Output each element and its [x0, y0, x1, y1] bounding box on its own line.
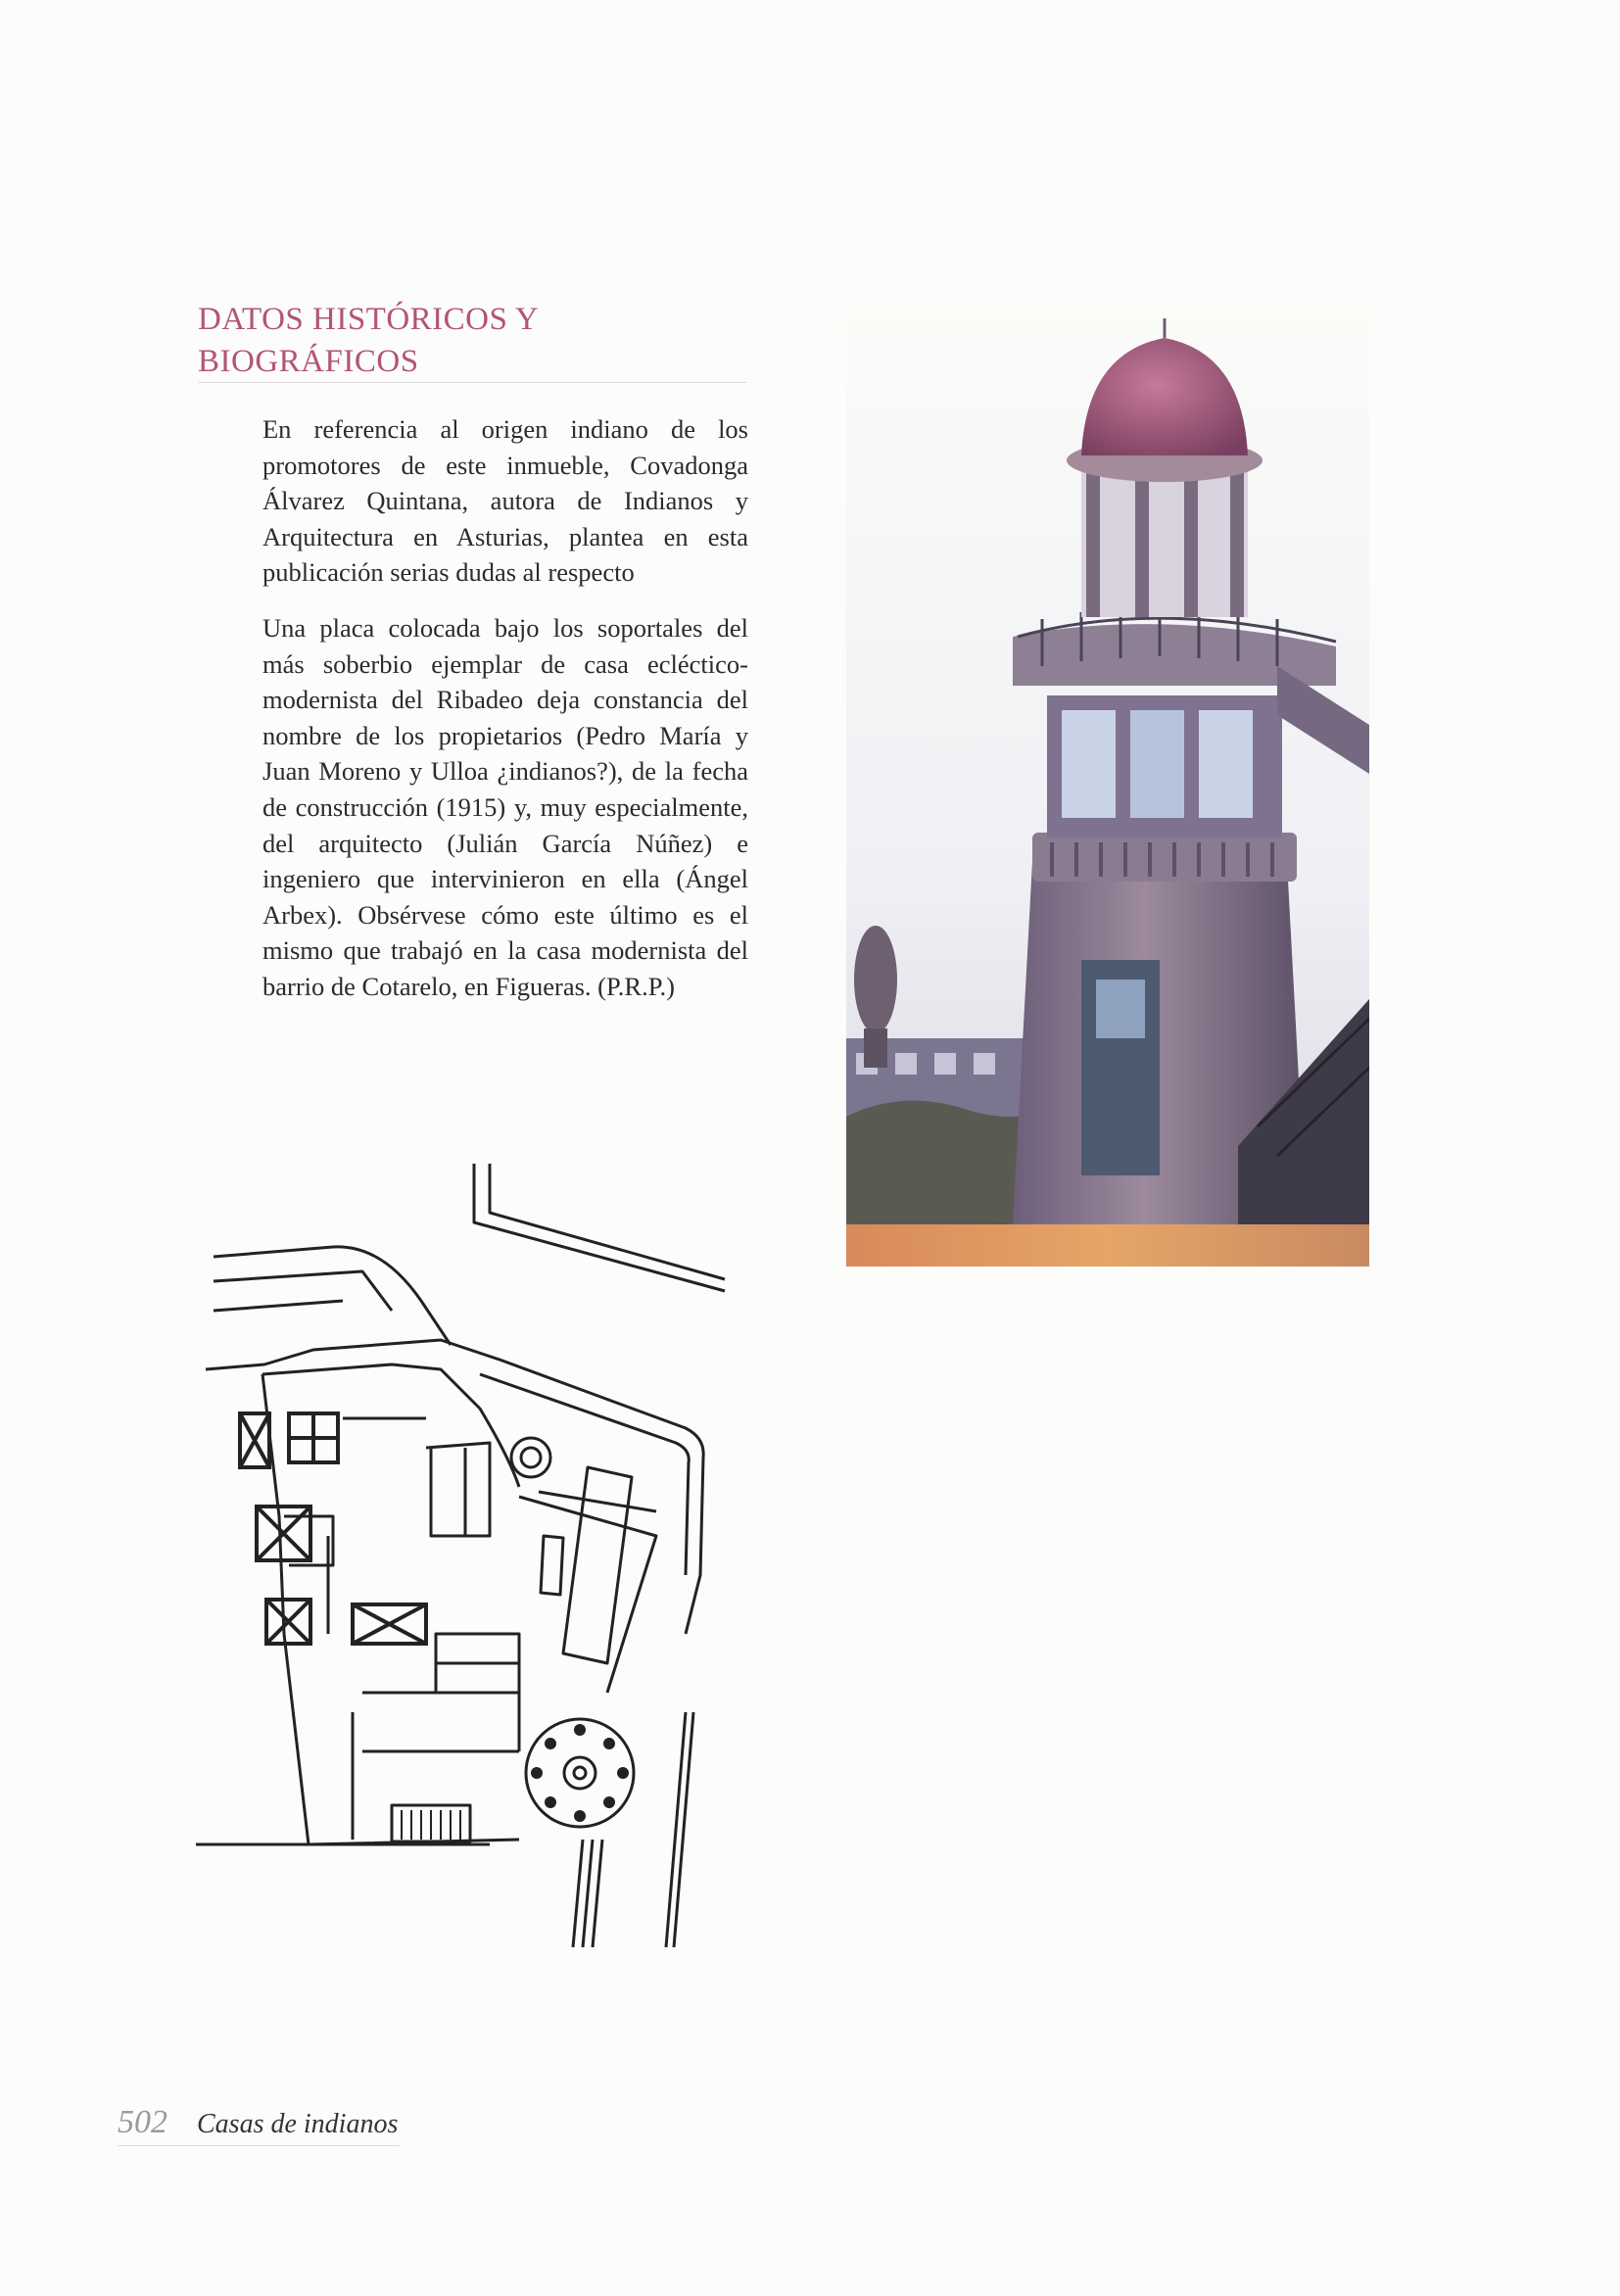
footer-divider	[118, 2145, 400, 2146]
site-plan-drawing	[196, 1164, 744, 1947]
section-heading	[198, 299, 746, 383]
book-title: Casas de indianos	[197, 2109, 399, 2139]
page-number: 502	[118, 2104, 167, 2140]
tower-photo	[846, 313, 1369, 1267]
paragraph-1: En referencia al origen indiano de los promotores de este inmueble, Covadonga Álvarez Quintana, autora de Indianos y Arquitectura en Asturias, plantea en esta publicación serias dudas al respecto	[262, 414, 748, 588]
paragraph-2: Una placa colocada bajo los soportales del más soberbio ejemplar de casa ecléctico-modernista del Ribadeo deja constancia del nombre de los propietarios (Pedro María y Juan Moreno y Ulloa ¿indianos?), de la fecha de construcción (1915) y, muy especialmente, del arquitecto (Julián García Núñez) e ingeniero que intervinieron en ella (Ángel Arbex). Obsérvese cómo este último es el mismo que trabajó en la casa modernista del barrio de Cotarelo, en Figueras. (P.R.P.)	[262, 612, 748, 1001]
page-footer	[118, 2104, 398, 2143]
body-text	[262, 411, 748, 1025]
section-heading-line-1: DATOS HISTÓRICOS Y	[198, 302, 540, 337]
heading-divider	[198, 382, 746, 383]
section-heading-line-2: BIOGRÁFICOS	[198, 344, 419, 379]
